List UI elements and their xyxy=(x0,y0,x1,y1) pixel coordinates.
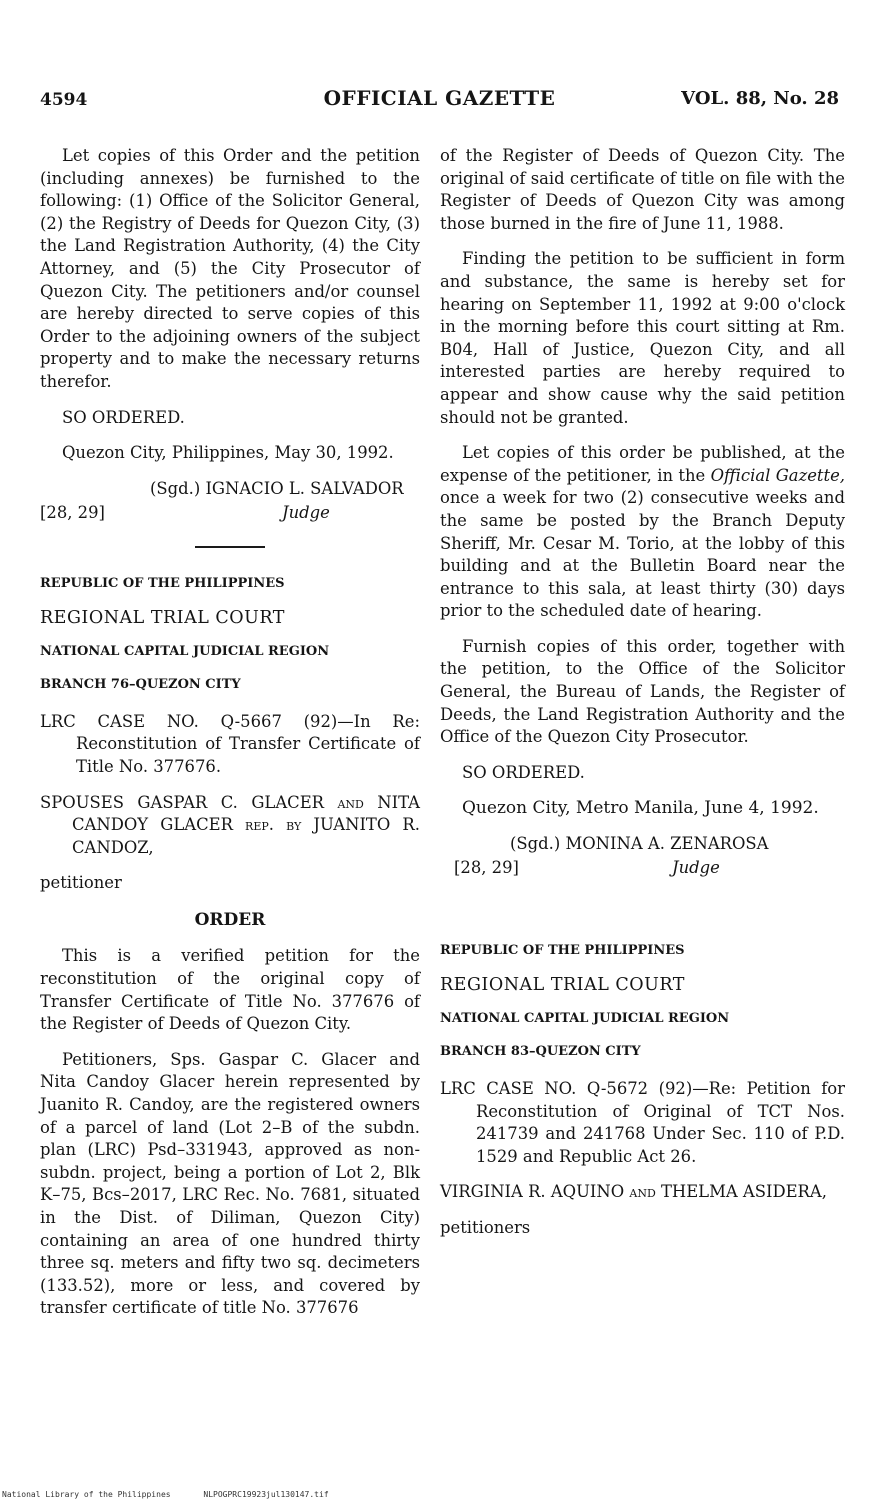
republic-line: REPUBLIC OF THE PHILIPPINES xyxy=(40,575,285,591)
publication-name: Official Gazette, xyxy=(710,465,845,485)
petitioner-label: petitioner xyxy=(40,873,122,893)
judge-title: Judge xyxy=(282,502,330,522)
spacer xyxy=(440,901,845,941)
signature-line-right xyxy=(510,833,769,856)
page-number: 4594 xyxy=(40,90,88,110)
signature-block-left xyxy=(40,478,420,528)
intro-paragraph: Let copies of this Order and the petition (including annexes) be furnished to the following: (1) Office of the Solicitor General, (2) the Registry of Deeds for Quezon City, (3) the Land Registration Authority, (4) the City Attorney, and (5) the City Prosecutor of Quezon City. The petitioners and/or counsel are hereby directed to serve copies of this Order to the adjoining owners of the subject property and to make the necessary returns therefor. xyxy=(40,146,420,391)
so-ordered-right: SO ORDERED. xyxy=(462,762,585,782)
petitioners-label: petitioners xyxy=(440,1218,531,1237)
judge-name: IGNACIO L. SALVADOR xyxy=(205,478,404,498)
court-header-right xyxy=(440,941,845,1062)
furnish-paragraph: Furnish copies of this order, together with the petition, to the Office of the Solicitor General, the Bureau of Lands, the Register of Deeds, the Land Registration Authority and the Office of the Quezon City Prosecutor. xyxy=(440,636,845,747)
judge-name: MONINA A. ZENAROSA xyxy=(565,834,769,854)
court-name: REGIONAL TRIAL COURT xyxy=(440,975,685,996)
publish-paragraph xyxy=(440,442,845,623)
case-title-right: LRC CASE NO. Q-5672 (92)—Re: Petition for Reconstitution of Original of TCT Nos. 241739 and 241768 Under Sec. 110 of P.D. 1529 and Republic Act 26. xyxy=(440,1079,845,1166)
court-name: REGIONAL TRIAL COURT xyxy=(40,607,285,628)
branch-line: BRANCH 83–QUEZON CITY xyxy=(440,1044,641,1060)
sgd-label: (Sgd.) xyxy=(510,834,561,854)
branch-line: BRANCH 76–QUEZON CITY xyxy=(40,676,241,692)
sgd-label: (Sgd.) xyxy=(150,478,201,498)
so-ordered-left: SO ORDERED. xyxy=(62,407,185,427)
continuation-paragraph: of the Register of Deeds of Quezon City. The original of said certificate of title on file with the Register of Deeds of Quezon City was among those burned in the fire of June 11, 1988. xyxy=(440,146,845,233)
issue-number: [28, 29] xyxy=(454,858,519,878)
publish-text-a: Let copies of this order be published, at the expense of the petitioner, in the xyxy=(440,443,845,485)
case-title-left: LRC CASE NO. Q-5667 (92)—In Re: Reconstitution of Transfer Certificate of Title No. 377676. xyxy=(40,711,420,776)
left-column xyxy=(40,145,420,1333)
parties-right: VIRGINIA R. AQUINO and THELMA ASIDERA, xyxy=(440,1182,827,1202)
publish-text-b: once a week for two (2) consecutive weeks and the same be posted by the Branch Deputy Sheriff, Mr. Cesar M. Torio, at the lobby of this building and at the Bulletin Board near the entrance to this sala, at least thirty (30) days prior to the scheduled date of hearing. xyxy=(440,488,845,621)
order-paragraph-1: This is a verified petition for the reconstitution of the original copy of Transfer Certificate of Title No. 377676 of the Register of Deeds of Quezon City. xyxy=(40,946,420,1034)
signature-line-left xyxy=(150,478,404,501)
right-column xyxy=(440,145,845,1240)
volume-number: VOL. 88, No. 28 xyxy=(681,88,839,109)
signature-block-right xyxy=(440,833,845,883)
date-place-left: Quezon City, Philippines, May 30, 1992. xyxy=(62,443,394,463)
region-line: NATIONAL CAPITAL JUDICIAL REGION xyxy=(440,1011,730,1027)
scan-footer xyxy=(2,1490,357,1499)
issue-number: [28, 29] xyxy=(40,502,105,522)
file-name: NLPOGPRC19923jul130147.tif xyxy=(203,1490,329,1499)
library-name: National Library of the Philippines xyxy=(2,1490,171,1499)
divider-rule xyxy=(195,546,265,548)
page-header xyxy=(40,86,839,116)
finding-paragraph: Finding the petition to be sufficient in form and substance, the same is hereby set for hearing on September 11, 1992 at 9:00 o'clock in the morning before this court sitting at Rm. B04, Hall of Justice, Quezon City, and all interested parties are hereby required to appear and show cause why the said petition should not be granted. xyxy=(440,249,845,427)
republic-line: REPUBLIC OF THE PHILIPPINES xyxy=(440,943,685,959)
publication-title: OFFICIAL GAZETTE xyxy=(323,86,556,110)
order-heading: ORDER xyxy=(194,909,266,930)
court-header-left xyxy=(40,574,420,695)
date-place-right: Quezon City, Metro Manila, June 4, 1992. xyxy=(462,798,819,819)
judge-title: Judge xyxy=(672,858,720,878)
parties-left: SPOUSES GASPAR C. GLACER and NITA CANDOY GLACER rep. by JUANITO R. CANDOZ, xyxy=(40,792,420,857)
order-paragraph-2: Petitioners, Sps. Gaspar C. Glacer and Nita Candoy Glacer herein represented by Juanito R. Candoy, are the registered owners of a parcel of land (Lot 2–B of the subdn. plan (LRC) Psd–331943, approved as non-subdn. project, being a portion of Lot 2, Blk K–75, Bcs–2017, LRC Rec. No. 7681, situated in the Dist. of Diliman, Quezon City) containing an area of one hundred thirty three sq. meters and fifty two sq. decimeters (133.52), more or less, and covered by transfer certificate of title No. 377676 xyxy=(40,1049,420,1318)
region-line: NATIONAL CAPITAL JUDICIAL REGION xyxy=(40,643,330,659)
